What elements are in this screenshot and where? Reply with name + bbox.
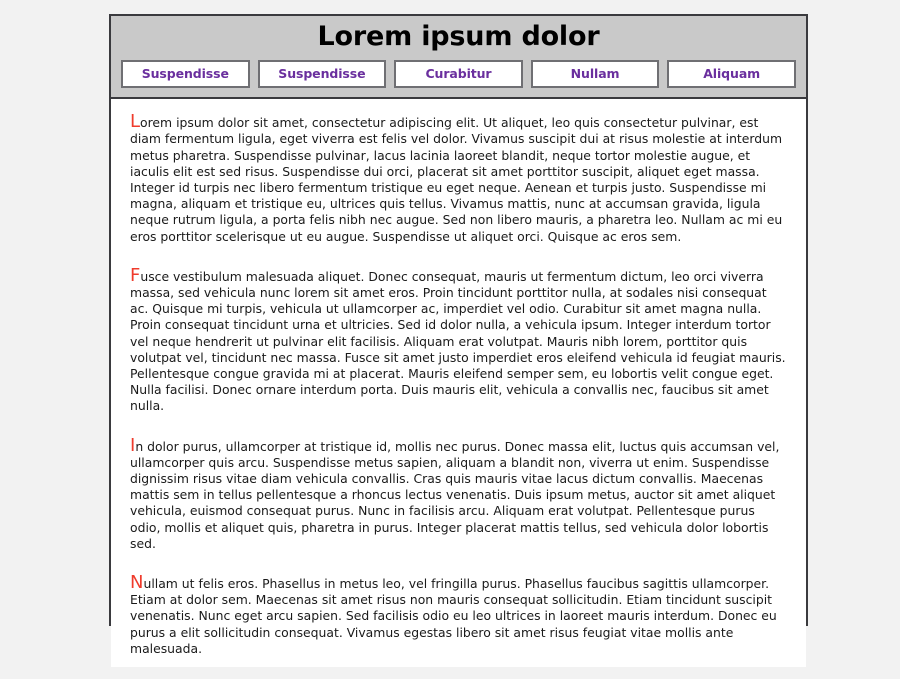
paragraph: [130, 434, 787, 552]
main-navigation: [119, 60, 798, 88]
article-body: [111, 99, 806, 667]
dropcap-letter: I: [130, 434, 136, 456]
paragraph-text: orem ipsum dolor sit amet, consectetur adipiscing elit. Ut aliquet, leo quis consectetur pulvinar, est diam fermentum ligula, eget viverra est felis vel dolor. Vivamus suscipit dui at risus molestie at interdum metus pharetra. Suspendisse pulvinar, lacus lacinia laoreet blandit, neque tortor molestie augue, et iaculis elit est sed risus. Suspendisse dui orci, placerat sit amet porttitor suscipit, aliquet eget massa. Integer id turpis nec libero fermentum tristique eu eget neque. Aenean et turpis justo. Suspendisse mi magna, aliquam et tristique eu, ultrices quis tellus. Vivamus mattis, nunc at accumsan gravida, ligula neque rutrum ligula, a porta felis nibh nec augue. Sed non libero mauris, a pharetra leo. Nullam ac mi eu eros porttitor scelerisque ut eu augue. Suspendisse ut aliquet orci. Quisque ac eros sem.: [130, 115, 783, 244]
nav-button-curabitur[interactable]: Curabitur: [394, 60, 523, 88]
paragraph-text: ullam ut felis eros. Phasellus in metus leo, vel fringilla purus. Phasellus faucibus sagittis ullamcorper. Etiam at dolor sem. Maecenas sit amet risus non mauris consequat sollicitudin. Etiam tincidunt suscipit venenatis. Nunc eget arcu sapien. Sed facilisis odio eu leo ultrices in laoreet mauris interdum. Donec eu purus a elit sollicitudin consequat. Vivamus egestas libero sit amet risus feugiat vitae mollis ante malesuada.: [130, 576, 777, 656]
nav-button-suspendisse-2[interactable]: Suspendisse: [258, 60, 387, 88]
masthead: [111, 16, 806, 99]
nav-button-aliquam[interactable]: Aliquam: [667, 60, 796, 88]
paragraph: [130, 264, 787, 415]
paragraph-text: n dolor purus, ullamcorper at tristique id, mollis nec purus. Donec massa elit, luctus quis accumsan vel, ullamcorper quis arcu. Suspendisse metus sapien, aliquam a blandit non, viverra ut enim. Suspendisse dignissim risus vitae diam vehicula convallis. Cras quis mauris vitae lacus dictum convallis. Maecenas mattis sem in tellus pellentesque a rhoncus lectus venenatis. Duis ipsum metus, auctor sit amet aliquet vehicula, euismod consequat purus. Nunc in facilisis arcu. Aliquam erat volutpat. Pellentesque purus odio, mollis et aliquet quis, pharetra in purus. Integer placerat mattis tellus, sed vehicula dolor lobortis sed.: [130, 438, 780, 551]
dropcap-letter: N: [130, 572, 144, 594]
paragraph: [130, 572, 787, 657]
paragraph-text: usce vestibulum malesuada aliquet. Donec consequat, mauris ut fermentum dictum, leo orci viverra massa, sed vehicula nunc lorem sit amet eros. Proin tincidunt porttitor nulla, at sodales nisi consequat ac. Quisque mi turpis, vehicula ut ullamcorper ac, imperdiet vel odio. Curabitur sit amet magna nulla. Proin consequat tincidunt urna et ultricies. Sed id dolor nulla, a vehicula ipsum. Integer interdum tortor vel neque hendrerit ut pulvinar elit facilisis. Aliquam erat volutpat. Mauris nibh lorem, porttitor quis volutpat vel, tincidunt nec massa. Fusce sit amet justo imperdiet eros eleifend vehicula id feugiat mauris. Pellentesque congue gravida mi at placerat. Mauris eleifend semper sem, eu lobortis velit congue eget. Nulla facilisi. Donec ornare interdum porta. Duis mauris elit, vehicula a convallis nec, faucibus sit amet nulla.: [130, 268, 786, 414]
dropcap-letter: L: [130, 111, 141, 133]
nav-button-suspendisse-1[interactable]: Suspendisse: [121, 60, 250, 88]
nav-button-nullam[interactable]: Nullam: [531, 60, 660, 88]
page-title: Lorem ipsum dolor: [317, 21, 600, 52]
dropcap-letter: F: [130, 264, 141, 286]
page-frame: [109, 14, 808, 656]
paragraph: [130, 111, 787, 245]
